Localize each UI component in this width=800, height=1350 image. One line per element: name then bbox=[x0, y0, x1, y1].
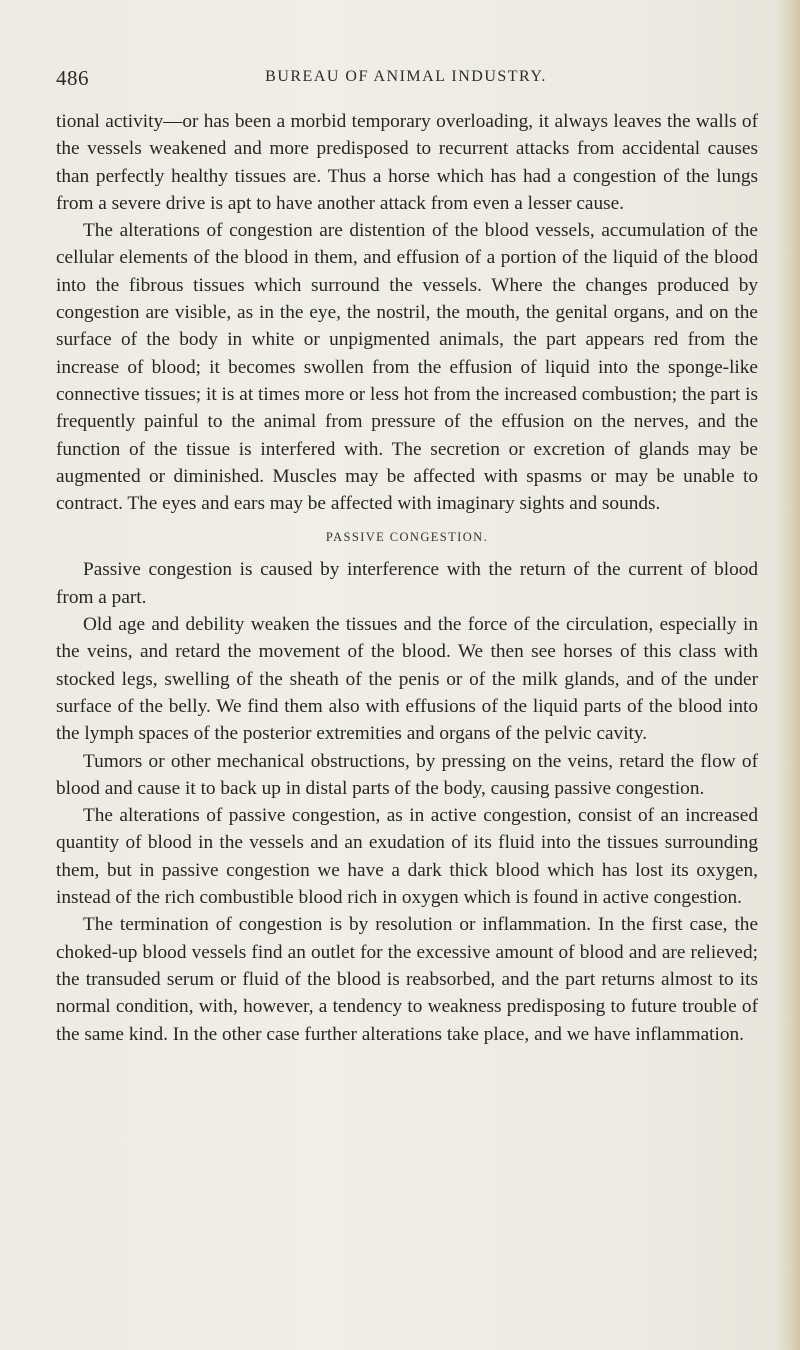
page-header bbox=[56, 66, 756, 92]
page-number: 486 bbox=[56, 66, 89, 90]
paragraph-passive-alterations: The alterations of passive congestion, as in active congestion, consist of an increased quantity of blood in the vessels and an exudation of its fluid into the tissues surrounding them, but in passive congestion we have a dark thick blood which has lost its oxygen, instead of the rich combustible blood rich in oxygen which is found in active congestion. bbox=[56, 805, 758, 909]
body-text bbox=[56, 108, 758, 1048]
paragraph-termination: The termination of congestion is by resolution or inflammation. In the first case, the choked-up blood vessels find an outlet for the excessive amount of blood and are relieved; the transuded serum or fluid of the blood is reabsorbed, and the part returns almost to its normal condition, with, however, a tendency to weakness predisposing to future trouble of the same kind. In the other case further alterations take place, and we have inflammation. bbox=[56, 914, 758, 1045]
paragraph-tumors: Tumors or other mechanical obstructions, by pressing on the veins, retard the flow of blood and cause it to back up in distal parts of the body, causing passive congestion. bbox=[56, 750, 758, 799]
running-head: BUREAU OF ANIMAL INDUSTRY. bbox=[265, 68, 547, 85]
paragraph-continuation: tional activity—or has been a morbid temporary overloading, it always leaves the walls of the vessels weakened and more predisposed to recurrent attacks from accidental causes than perfectly healthy tissues are. Thus a horse which has had a congestion of the lungs from a severe drive is apt to have another attack from even a lesser cause. bbox=[56, 111, 758, 214]
paragraph-alterations-of-congestion: The alterations of congestion are distention of the blood vessels, accumulation of the cellular elements of the blood in them, and effusion of a portion of the liquid of the blood into the fibrous tissues which surround the vessels. Where the changes produced by congestion are visible, as in the eye, the nostril, the mouth, the genital organs, and on the surface of the body in white or unpigmented animals, the part appears red from the increase of blood; it becomes swollen from the effusion of liquid into the sponge-like connective tissues; it is at times more or less hot from the increased combustion; the part is frequently painful to the animal from pressure of the effusion on the nerves, and the function of the tissue is interfered with. The secretion or excretion of glands may be augmented or diminished. Muscles may be affected with spasms or may be unable to contract. The eyes and ears may be affected with imaginary sights and sounds. bbox=[56, 220, 758, 515]
section-heading: PASSIVE CONGESTION. bbox=[325, 530, 489, 545]
page-edge-shadow bbox=[774, 0, 800, 1350]
paragraph-old-age-debility: Old age and debility weaken the tissues and the force of the circulation, especially in the veins, and retard the movement of the blood. We then see horses of this class with stocked legs, swelling of the sheath of the penis or of the milk glands, and of the under surface of the belly. We find them also with effusions of the liquid parts of the blood into the lymph spaces of the posterior extremities and organs of the pelvic cavity. bbox=[56, 614, 758, 745]
paragraph-passive-congestion-cause: Passive congestion is caused by interference with the return of the current of blood from a part. bbox=[56, 559, 758, 608]
